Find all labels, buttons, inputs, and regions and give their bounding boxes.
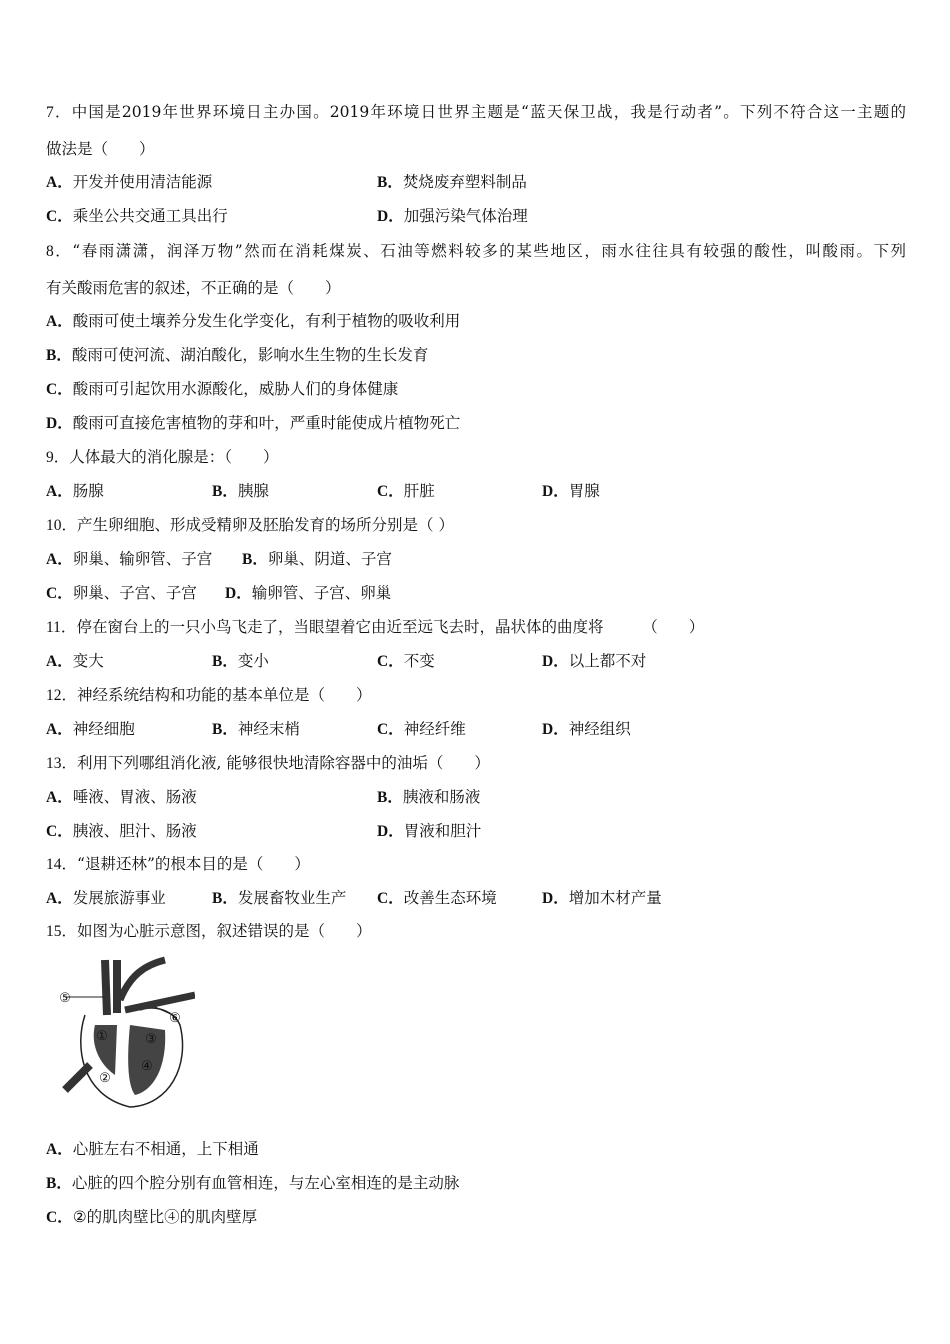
option-label: A． [46, 313, 73, 330]
option-c [46, 1206, 257, 1228]
option-label: D． [46, 415, 73, 432]
option-label: C． [46, 585, 73, 602]
option-label: C． [46, 381, 73, 398]
question-stem-text: 中国是2019年世界环境日主办国。2019年环境日世界主题是“蓝天保卫战，我是行动者”。下列不符合这一主题的 [71, 103, 906, 121]
option-c [377, 650, 435, 672]
option-c [46, 205, 228, 227]
option-label: D． [377, 208, 404, 225]
question-number: 12． [46, 687, 78, 704]
option-label: D． [542, 483, 569, 500]
option-text: 卵巢、输卵管、子宫 [72, 550, 213, 568]
option-b [212, 718, 300, 740]
option-a [46, 786, 197, 808]
option-b [212, 887, 346, 909]
option-text: 酸雨可直接危害植物的芽和叶，严重时能使成片植物死亡 [72, 414, 461, 432]
heart-label: ② [99, 1071, 111, 1086]
option-a [46, 480, 104, 502]
option-text: 酸雨可引起饮用水源酸化，威胁人们的身体健康 [72, 380, 399, 398]
option-text: 神经纤维 [403, 720, 466, 738]
option-text: 卵巢、阴道、子宫 [267, 550, 392, 568]
option-text: 发展畜牧业生产 [237, 889, 347, 907]
option-label: D． [225, 585, 252, 602]
option-b [377, 171, 527, 193]
option-label: C． [377, 483, 404, 500]
option-label: A． [46, 653, 73, 670]
option-text: 心脏左右不相通，上下相通 [72, 1140, 259, 1158]
option-label: B． [46, 347, 72, 364]
question-stem-text: 神经系统结构和功能的基本单位是（ ） [77, 686, 372, 704]
option-text: 变大 [72, 652, 104, 670]
heart-label: ③ [145, 1032, 157, 1047]
option-b [242, 548, 392, 570]
option-label: A． [46, 890, 73, 907]
option-label: A． [46, 174, 73, 191]
option-c [46, 582, 197, 604]
option-text: 神经细胞 [72, 720, 135, 738]
option-label: B． [377, 174, 403, 191]
question-stem-line [46, 514, 454, 536]
option-a [46, 650, 104, 672]
option-d [542, 650, 646, 672]
option-label: C． [46, 1209, 73, 1226]
option-label: C． [46, 823, 73, 840]
option-a [46, 887, 166, 909]
heart-diagram [55, 955, 195, 1113]
option-a [46, 718, 135, 740]
option-a [46, 171, 212, 193]
option-text: 卵巢、子宫、子宫 [72, 584, 197, 602]
option-d [377, 820, 481, 842]
option-text: 唾液、胃液、肠液 [72, 788, 197, 806]
question-stem-line [46, 684, 372, 706]
option-label: B． [212, 483, 238, 500]
option-text: 胃腺 [568, 482, 600, 500]
option-label: A． [46, 789, 73, 806]
option-label: C． [377, 721, 404, 738]
option-b [377, 786, 480, 808]
option-b [212, 480, 269, 502]
option-label: B． [212, 890, 238, 907]
option-a [46, 548, 212, 570]
option-text: 加强污染气体治理 [403, 207, 528, 225]
option-d [542, 480, 600, 502]
heart-label: ① [96, 1029, 108, 1044]
question-stem-line [46, 853, 310, 875]
option-label: C． [377, 890, 404, 907]
question-stem-line [46, 752, 490, 774]
option-c [46, 820, 197, 842]
option-text: 改善生态环境 [403, 889, 497, 907]
question-stem-text: “退耕还林”的根本目的是（ ） [77, 855, 310, 873]
option-text: 神经组织 [568, 720, 631, 738]
option-text: 酸雨可使土壤养分发生化学变化，有利于植物的吸收利用 [72, 312, 461, 330]
option-c [377, 718, 466, 740]
heart-label: ⑤ [59, 991, 71, 1006]
question-number: 15． [46, 923, 78, 940]
question-number: 11． [46, 619, 77, 636]
option-a [46, 310, 460, 332]
option-text: 胰液和肠液 [402, 788, 481, 806]
question-stem-line [46, 138, 155, 160]
option-text: 酸雨可使河流、湖泊酸化，影响水生生物的生长发育 [71, 346, 429, 364]
option-label: A． [46, 483, 73, 500]
option-d [377, 205, 528, 227]
question-stem-text: 做法是（ ） [46, 140, 155, 158]
question-number: 8． [46, 243, 73, 260]
option-a [46, 1138, 259, 1160]
option-text: 胰液、胆汁、肠液 [72, 822, 197, 840]
option-b [46, 1172, 459, 1194]
option-text: 发展旅游事业 [72, 889, 166, 907]
option-text: 开发并使用清洁能源 [72, 173, 213, 191]
question-stem-line [46, 616, 704, 638]
option-text: 变小 [237, 652, 269, 670]
option-c [377, 887, 497, 909]
option-d [46, 412, 460, 434]
question-stem-line [46, 446, 279, 468]
option-label: B． [242, 551, 268, 568]
option-text: 肠腺 [72, 482, 104, 500]
option-c [46, 378, 398, 400]
option-text: 神经末梢 [237, 720, 300, 738]
question-stem-line [46, 920, 372, 942]
option-text: 胃液和胆汁 [403, 822, 482, 840]
option-text: 心脏的四个腔分别有血管相连，与左心室相连的是主动脉 [71, 1174, 460, 1192]
option-label: B． [377, 789, 403, 806]
option-label: C． [46, 208, 73, 225]
question-stem-text: 有关酸雨危害的叙述，不正确的是（ ） [46, 279, 341, 297]
question-number: 13． [46, 755, 78, 772]
option-text: ②的肌肉壁比④的肌肉壁厚 [72, 1208, 258, 1226]
option-label: B． [212, 653, 238, 670]
question-stem-text: 人体最大的消化腺是：（ ） [69, 448, 279, 466]
question-stem-text: 如图为心脏示意图，叙述错误的是（ ） [77, 922, 372, 940]
option-label: D． [542, 653, 569, 670]
option-text: 乘坐公共交通工具出行 [72, 207, 228, 225]
question-number: 7． [46, 104, 72, 121]
question-number: 14． [46, 856, 78, 873]
option-d [542, 887, 662, 909]
option-text: 以上都不对 [568, 652, 647, 670]
option-c [377, 480, 435, 502]
heart-label: ⑥ [169, 1011, 181, 1026]
option-label: D． [377, 823, 404, 840]
option-label: A． [46, 551, 73, 568]
question-number: 9． [46, 449, 70, 466]
option-label: D． [542, 890, 569, 907]
option-b [212, 650, 269, 672]
option-text: 焚烧废弃塑料制品 [402, 173, 527, 191]
option-label: B． [212, 721, 238, 738]
option-text: 增加木材产量 [568, 889, 662, 907]
option-label: C． [377, 653, 404, 670]
question-stem-text: 产生卵细胞、形成受精卵及胚胎发育的场所分别是（ ） [77, 516, 454, 534]
option-label: A． [46, 1141, 73, 1158]
option-text: 肝脏 [403, 482, 435, 500]
heart-label: ④ [141, 1059, 153, 1074]
option-text: 不变 [403, 652, 435, 670]
question-stem-line [46, 101, 906, 123]
option-label: D． [542, 721, 569, 738]
question-stem-text: “春雨潇潇，润泽万物”然而在消耗煤炭、石油等燃料较多的某些地区，雨水往往具有较强的酸性，叫酸雨。下列 [72, 242, 906, 260]
question-stem-line [46, 277, 341, 299]
question-stem-line [46, 240, 906, 262]
option-b [46, 344, 428, 366]
question-stem-text: 利用下列哪组消化液, 能够很快地清除容器中的油垢（ ） [77, 754, 490, 772]
option-d [542, 718, 631, 740]
option-label: B． [46, 1175, 72, 1192]
option-text: 胰腺 [237, 482, 269, 500]
question-number: 10． [46, 517, 78, 534]
option-label: A． [46, 721, 73, 738]
option-text: 输卵管、子宫、卵巢 [251, 584, 392, 602]
question-stem-text: 停在窗台上的一只小鸟飞走了，当眼望着它由近至远飞去时，晶状体的曲度将 （ ） [76, 618, 705, 636]
option-d [225, 582, 391, 604]
